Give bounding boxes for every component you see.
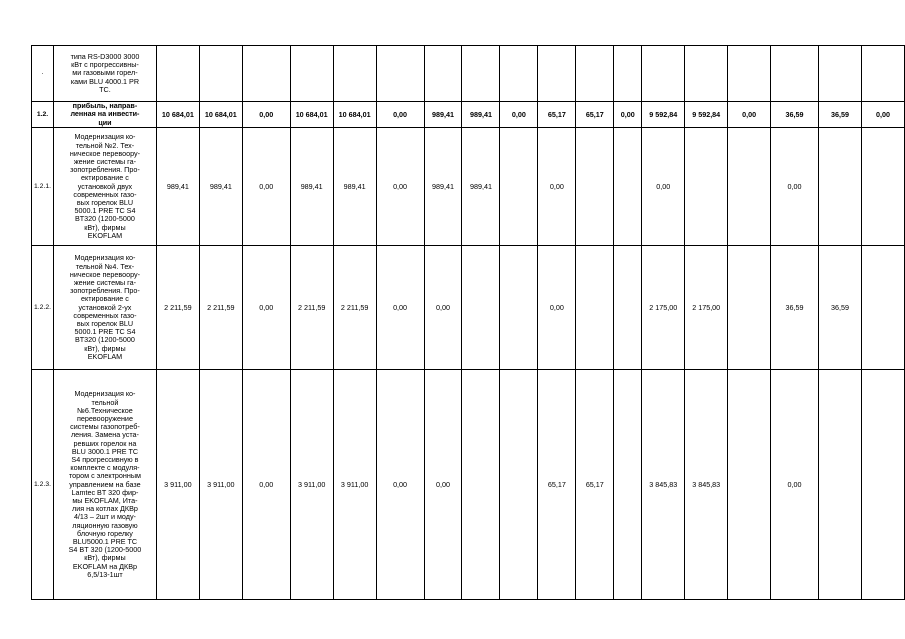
- value-cell: 36,59: [819, 246, 862, 370]
- value-cell: 989,41: [199, 128, 242, 246]
- table-row: [32, 370, 905, 600]
- value-cell: 2 211,59: [156, 246, 199, 370]
- value-cell: [642, 46, 685, 102]
- value-cell: 0,00: [376, 128, 424, 246]
- value-cell: 989,41: [333, 128, 376, 246]
- value-cell: [728, 46, 771, 102]
- value-cell: 0,00: [538, 246, 576, 370]
- value-cell: [861, 46, 904, 102]
- row-number: 1.2.2.: [32, 246, 54, 370]
- value-cell: [614, 370, 642, 600]
- value-cell: 989,41: [290, 128, 333, 246]
- value-cell: 0,00: [614, 102, 642, 128]
- value-cell: [333, 46, 376, 102]
- value-cell: [728, 370, 771, 600]
- value-cell: 3 911,00: [199, 370, 242, 600]
- row-number: 1.2.3.: [32, 370, 54, 600]
- value-cell: 0,00: [376, 246, 424, 370]
- value-cell: [290, 46, 333, 102]
- value-cell: 0,00: [424, 246, 462, 370]
- value-cell: 989,41: [424, 102, 462, 128]
- table-row: [32, 46, 905, 102]
- row-description: Модернизация ко- тельной №2. Тех- ническое перевоору- жение системы га- зопотребления. Про- ектирование с установкой двух современных газо- вых горелок BLU 5000.1 PRE TC S4 BT320 (1200-5000 кВт), фирмы EKOFLAM: [54, 128, 157, 246]
- value-cell: [424, 46, 462, 102]
- value-cell: 10 684,01: [333, 102, 376, 128]
- value-cell: [614, 128, 642, 246]
- value-cell: 989,41: [424, 128, 462, 246]
- value-cell: 9 592,84: [685, 102, 728, 128]
- value-cell: 65,17: [576, 370, 614, 600]
- value-cell: [819, 46, 862, 102]
- value-cell: 65,17: [576, 102, 614, 128]
- row-number: .: [32, 46, 54, 102]
- row-description: прибыль, направ- ленная на инвести- ции: [54, 102, 157, 128]
- table-row: [32, 246, 905, 370]
- investment-table: [31, 45, 905, 600]
- value-cell: 2 175,00: [685, 246, 728, 370]
- value-cell: [728, 128, 771, 246]
- value-cell: 989,41: [462, 128, 500, 246]
- row-number: 1.2.: [32, 102, 54, 128]
- value-cell: 3 911,00: [290, 370, 333, 600]
- value-cell: 2 211,59: [333, 246, 376, 370]
- value-cell: [199, 46, 242, 102]
- value-cell: 36,59: [771, 102, 819, 128]
- value-cell: 0,00: [861, 102, 904, 128]
- value-cell: [500, 46, 538, 102]
- value-cell: [576, 46, 614, 102]
- value-cell: 2 175,00: [642, 246, 685, 370]
- value-cell: [614, 46, 642, 102]
- value-cell: 3 911,00: [333, 370, 376, 600]
- value-cell: [614, 246, 642, 370]
- value-cell: [500, 128, 538, 246]
- table-row: [32, 102, 905, 128]
- value-cell: 10 684,01: [199, 102, 242, 128]
- value-cell: 0,00: [642, 128, 685, 246]
- value-cell: 2 211,59: [290, 246, 333, 370]
- value-cell: 2 211,59: [199, 246, 242, 370]
- value-cell: 0,00: [771, 370, 819, 600]
- value-cell: 989,41: [462, 102, 500, 128]
- value-cell: [861, 370, 904, 600]
- value-cell: 0,00: [500, 102, 538, 128]
- value-cell: [685, 128, 728, 246]
- value-cell: 65,17: [538, 370, 576, 600]
- value-cell: [861, 128, 904, 246]
- value-cell: 9 592,84: [642, 102, 685, 128]
- value-cell: [156, 46, 199, 102]
- row-description: Модернизация ко- тельной №6.Техническое перевооружение системы газопотреб- ления. Замена уста- ревших горелок на BLU 3000.1 PRE TC S4 прогрессивную в комплекте с модуля- тором с электронным управлением на базе Lamtec BT 320 фир- мы EKOFLAM, Ита- лия на котлах ДКВр 4/13 – 2шт и моду- ляционную газовую блочную горелку BLU5000.1 PRE TC S4 BT 320 (1200-5000 кВт), фирмы EKOFLAM на ДКВр 6,5/13-1шт: [54, 370, 157, 600]
- value-cell: 0,00: [242, 246, 290, 370]
- value-cell: [376, 46, 424, 102]
- value-cell: 0,00: [242, 102, 290, 128]
- value-cell: 3 845,83: [685, 370, 728, 600]
- value-cell: [861, 246, 904, 370]
- value-cell: 36,59: [819, 102, 862, 128]
- value-cell: [819, 128, 862, 246]
- value-cell: [685, 46, 728, 102]
- value-cell: 0,00: [242, 370, 290, 600]
- value-cell: [819, 370, 862, 600]
- value-cell: [771, 46, 819, 102]
- document-page: [31, 45, 905, 600]
- value-cell: 0,00: [376, 102, 424, 128]
- value-cell: [242, 46, 290, 102]
- row-number: 1.2.1.: [32, 128, 54, 246]
- value-cell: 989,41: [156, 128, 199, 246]
- value-cell: 0,00: [728, 102, 771, 128]
- value-cell: [462, 46, 500, 102]
- row-description: типа RS-D3000 3000 кВт с прогрессивны- ми газовыми горел- ками BLU 4000.1 PR ТС.: [54, 46, 157, 102]
- value-cell: 0,00: [376, 370, 424, 600]
- value-cell: [462, 246, 500, 370]
- value-cell: [500, 246, 538, 370]
- table-row: [32, 128, 905, 246]
- value-cell: 10 684,01: [290, 102, 333, 128]
- value-cell: 3 845,83: [642, 370, 685, 600]
- value-cell: [728, 246, 771, 370]
- value-cell: 0,00: [771, 128, 819, 246]
- value-cell: [500, 370, 538, 600]
- value-cell: 10 684,01: [156, 102, 199, 128]
- row-description: Модернизация ко- тельной №4. Тех- ническое перевоору- жение системы га- зопотребления. Про- ектирование с установкой 2-ух современных газо- вых горелок BLU 5000.1 PRE TC S4 BT320 (1200-5000 кВт), фирмы EKOFLAM: [54, 246, 157, 370]
- value-cell: [538, 46, 576, 102]
- value-cell: [462, 370, 500, 600]
- value-cell: 65,17: [538, 102, 576, 128]
- value-cell: 36,59: [771, 246, 819, 370]
- value-cell: 0,00: [424, 370, 462, 600]
- value-cell: [576, 128, 614, 246]
- value-cell: [576, 246, 614, 370]
- value-cell: 0,00: [538, 128, 576, 246]
- value-cell: 0,00: [242, 128, 290, 246]
- value-cell: 3 911,00: [156, 370, 199, 600]
